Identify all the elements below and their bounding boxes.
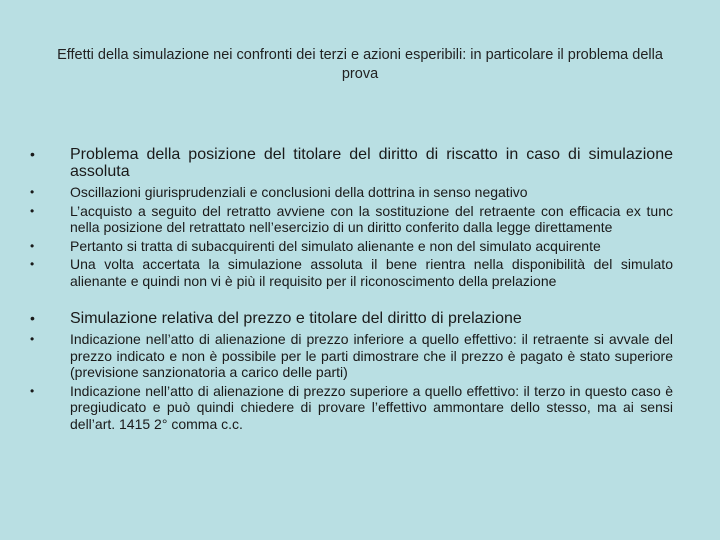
list-item — [30, 238, 673, 255]
section-heading-text: Problema della posizione del titolare del diritto di riscatto in caso di simulazione assoluta — [70, 146, 673, 180]
bullet-icon: • — [30, 257, 35, 271]
bullet-icon: • — [30, 383, 35, 398]
list-item — [30, 184, 673, 201]
slide-title: Effetti della simulazione nei confronti dei terzi e azioni esperibili: in particolare il problema della prova — [57, 47, 663, 82]
list-item-text: Una volta accertata la simulazione assoluta il bene rientra nella disponibilità del simulato alienante e quindi non vi è più il requisito per il riconoscimento della prelazione — [70, 256, 673, 289]
section-heading-text: Simulazione relativa del prezzo e titolare del diritto di prelazione — [70, 310, 522, 327]
bullet-list — [30, 146, 673, 432]
section-heading-simulazione-relativa — [30, 310, 673, 327]
list-item-text: Indicazione nell’atto di alienazione di prezzo inferiore a quello effettivo: il retraente si avvale del prezzo indicato e non è possibile per le parti dimostrare che il prezzo è pagato è stato superiore (previsione sanzionatoria a carico delle parti) — [70, 331, 673, 380]
bullet-icon: • — [30, 146, 35, 162]
section-heading-simulazione-assoluta — [30, 146, 673, 180]
bullet-icon: • — [30, 238, 35, 253]
list-item — [30, 256, 673, 289]
bullet-icon: • — [30, 185, 35, 199]
list-item — [30, 383, 673, 433]
list-item — [30, 331, 673, 381]
list-item-text: Pertanto si tratta di subacquirenti del simulato alienante e non del simulato acquirente — [70, 237, 601, 254]
list-item-text: L’acquisto a seguito del retratto avviene con la sostituzione del retraente con efficacia ex tunc nella posizione del retrattato nell’esercizio di un diritto conferito dalla legge direttamente — [70, 202, 673, 235]
list-item — [30, 203, 673, 236]
bullet-icon: • — [30, 203, 35, 218]
bullet-icon: • — [30, 310, 35, 326]
list-item-text: Oscillazioni giurisprudenziali e conclusioni della dottrina in senso negativo — [70, 184, 528, 200]
bullet-icon: • — [30, 332, 35, 346]
list-item-text: Indicazione nell’atto di alienazione di prezzo superiore a quello effettivo: il terzo in questo caso è pregiudicato e può quindi chiedere di provare l’effettivo ammontare dello stesso, ma ai sensi dell’art. 1415 2° comma c.c. — [70, 382, 673, 432]
